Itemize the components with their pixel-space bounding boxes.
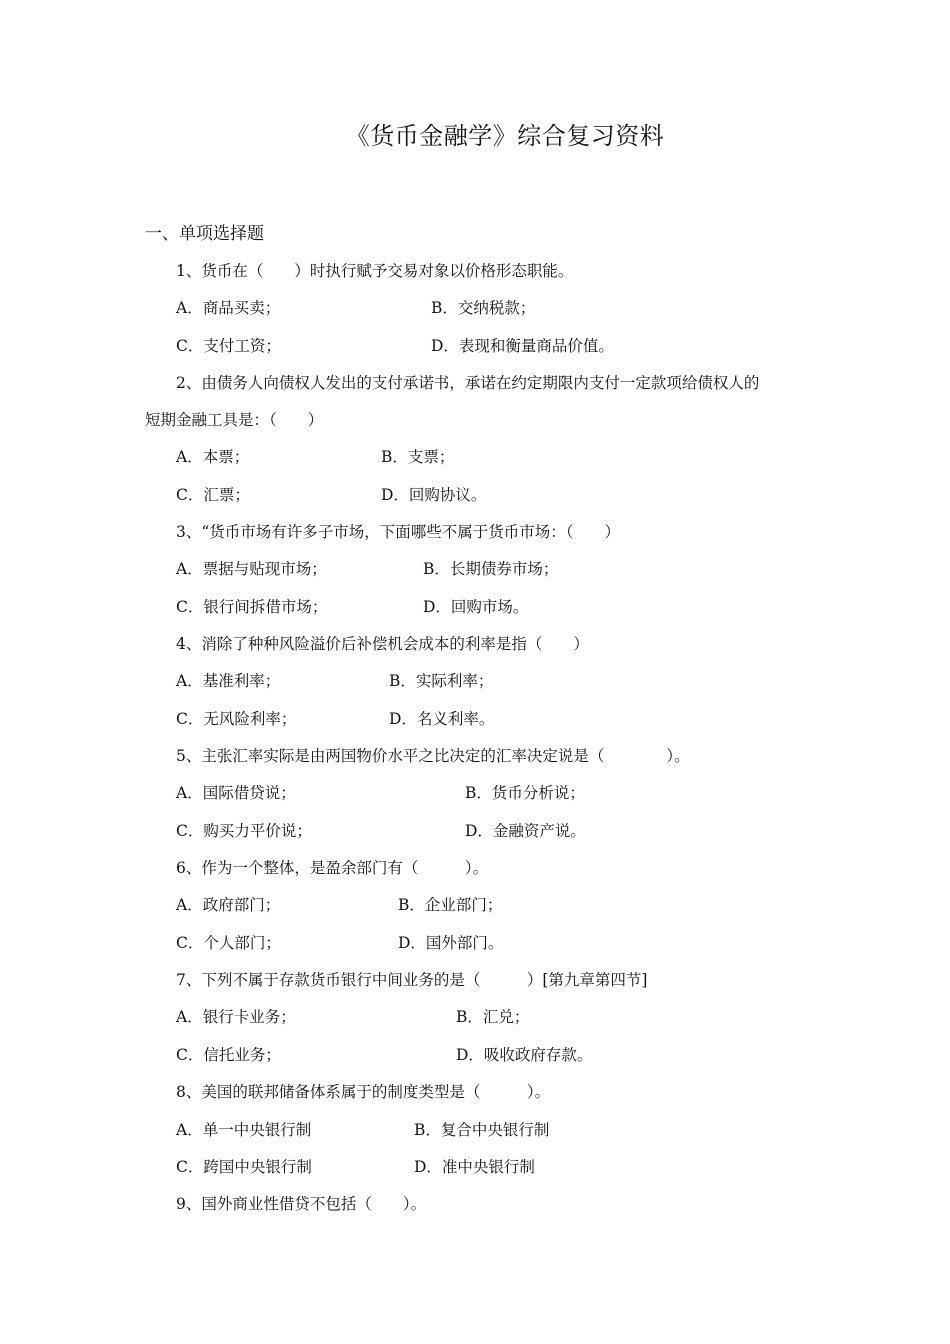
option-c: C．个人部门； bbox=[176, 934, 281, 952]
option-a: A．银行卡业务； bbox=[176, 1008, 296, 1026]
option-a: A．国际借贷说； bbox=[176, 784, 296, 802]
option-b: B．汇兑； bbox=[456, 1008, 530, 1026]
question-stem: 1、货币在（ ）时执行赋予交易对象以价格形态职能。 bbox=[176, 262, 574, 280]
option-c: C．信托业务； bbox=[176, 1046, 281, 1064]
option-b: B．货币分析说； bbox=[465, 784, 585, 802]
option-a: A．本票； bbox=[176, 448, 250, 466]
option-d: D．吸收政府存款。 bbox=[456, 1046, 593, 1064]
option-b: B．实际利率； bbox=[389, 672, 494, 690]
option-b: B．支票； bbox=[381, 448, 455, 466]
option-d: D．回购协议。 bbox=[381, 486, 487, 504]
option-d: D．金融资产说。 bbox=[465, 822, 586, 840]
question-stem: 4、消除了种种风险溢价后补偿机会成本的利率是指（ ） bbox=[176, 635, 589, 653]
question-stem: 6、作为一个整体，是盈余部门有（ ）。 bbox=[176, 859, 489, 877]
option-c: C．购买力平价说； bbox=[176, 822, 312, 840]
option-a: A．单一中央银行制 bbox=[176, 1121, 312, 1139]
option-a: A．政府部门； bbox=[176, 896, 281, 914]
question-stem: 8、美国的联邦储备体系属于的制度类型是（ ）。 bbox=[176, 1083, 551, 1101]
option-a: A．商品买卖； bbox=[176, 299, 281, 317]
option-c: C．支付工资； bbox=[176, 337, 281, 355]
question-stem: 9、国外商业性借贷不包括（ ）。 bbox=[176, 1195, 427, 1213]
option-b: B．企业部门； bbox=[398, 896, 503, 914]
question-stem: 2、由债务人向债权人发出的支付承诺书，承诺在约定期限内支付一定款项给债权人的 bbox=[176, 374, 760, 392]
option-b: B．复合中央银行制 bbox=[414, 1121, 550, 1139]
question-stem-continuation: 短期金融工具是：（ ） bbox=[145, 411, 324, 429]
option-d: D．名义利率。 bbox=[389, 710, 495, 728]
option-d: D．表现和衡量商品价值。 bbox=[431, 337, 614, 355]
question-stem: 5、主张汇率实际是由两国物价水平之比决定的汇率决定说是（ ）。 bbox=[176, 747, 690, 765]
option-b: B．长期债券市场； bbox=[423, 560, 559, 578]
option-d: D．回购市场。 bbox=[423, 598, 529, 616]
document-title: 《货币金融学》综合复习资料 bbox=[345, 122, 665, 150]
option-c: C．银行间拆借市场； bbox=[176, 598, 328, 616]
section-heading: 一、单项选择题 bbox=[145, 224, 264, 244]
option-b: B．交纳税款； bbox=[431, 299, 536, 317]
option-a: A．基准利率； bbox=[176, 672, 281, 690]
question-stem: 7、下列不属于存款货币银行中间业务的是（ ）[第九章第四节] bbox=[176, 971, 648, 989]
question-stem: 3、“货币市场有许多子市场，下面哪些不属于货币市场：（ ） bbox=[176, 523, 621, 541]
option-d: D．国外部门。 bbox=[398, 934, 504, 952]
option-a: A．票据与贴现市场； bbox=[176, 560, 327, 578]
option-c: C．跨国中央银行制 bbox=[176, 1158, 312, 1176]
option-c: C．汇票； bbox=[176, 486, 250, 504]
option-c: C．无风险利率； bbox=[176, 710, 297, 728]
option-d: D．准中央银行制 bbox=[414, 1158, 535, 1176]
